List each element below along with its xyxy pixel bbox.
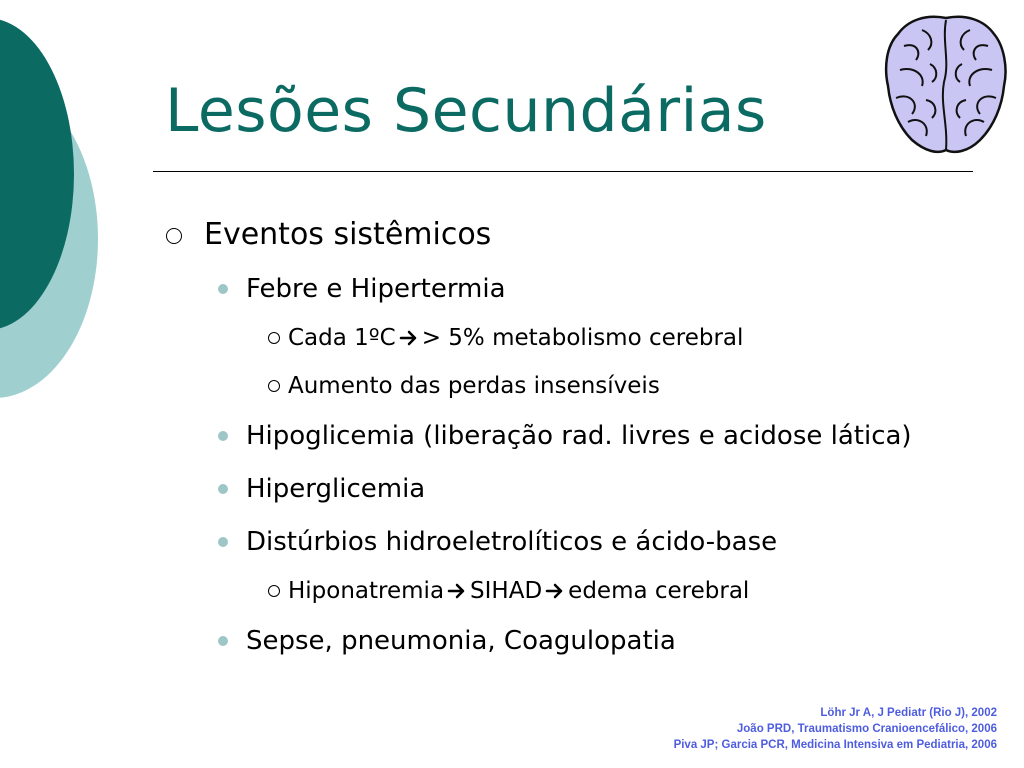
right-arrow-icon <box>398 329 420 347</box>
hollow-circle-bullet <box>268 332 280 344</box>
filled-dot-bullet <box>218 431 228 441</box>
list-item-label: Distúrbios hidroeletrolíticos e ácido-base <box>246 527 778 557</box>
reference-line: Löhr Jr A, J Pediatr (Rio J), 2002 <box>820 707 997 719</box>
list-item <box>218 421 912 451</box>
list-item-label: Febre e Hipertermia <box>246 274 506 304</box>
list-item-label: Eventos sistêmicos <box>204 217 492 252</box>
list-item-label: Hiperglicemia <box>246 474 426 504</box>
slide-title: Lesões Secundárias <box>165 76 767 146</box>
filled-dot-bullet <box>218 284 228 294</box>
list-item <box>218 474 425 504</box>
list-item-level1 <box>166 217 491 252</box>
hollow-circle-bullet <box>268 585 280 597</box>
filled-dot-bullet <box>218 484 228 494</box>
brain-icon <box>882 12 1010 158</box>
list-item <box>218 527 777 557</box>
hollow-circle-bullet <box>166 228 182 244</box>
reference-line: Piva JP; Garcia PCR, Medicina Intensiva em Pediatria, 2006 <box>673 739 997 751</box>
sub-list-item: Aumento das perdas insensíveis <box>268 373 660 399</box>
reference-line: João PRD, Traumatismo Cranioencefálico, 2006 <box>736 723 997 735</box>
right-arrow-icon <box>446 582 468 600</box>
list-item-label: Hipoglicemia (liberação rad. livres e acidose lática) <box>246 421 912 451</box>
filled-dot-bullet <box>218 636 228 646</box>
references <box>674 705 997 753</box>
title-divider <box>153 171 973 172</box>
hollow-circle-bullet <box>268 380 280 392</box>
sub-list-item: Cada 1ºC > 5% metabolismo cerebral <box>268 325 743 351</box>
right-arrow-icon <box>544 582 566 600</box>
list-item <box>218 274 506 304</box>
sub-list-item: Hiponatremia SIHAD edema cerebral <box>268 578 749 604</box>
list-item <box>218 626 676 656</box>
filled-dot-bullet <box>218 537 228 547</box>
list-item-label: Sepse, pneumonia, Coagulopatia <box>246 626 676 656</box>
